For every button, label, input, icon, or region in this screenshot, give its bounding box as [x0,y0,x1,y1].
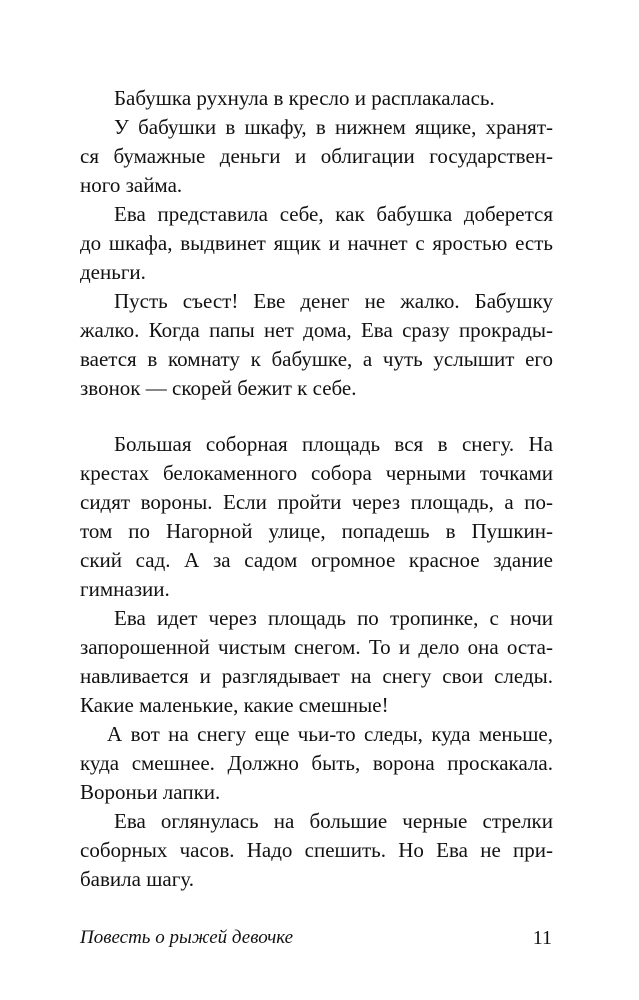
text-line: ного займа. [80,173,183,197]
running-footer-title: Повесть о рыжей девочке [80,927,294,948]
text-line: том по Нагорной улице, попадешь в Пушкин- [80,519,553,543]
text-line: гимназии. [80,577,170,601]
text-line: Ева идет через площадь по тропинке, с ночи [114,606,553,630]
text-line: запорошенной чистым снегом. То и дело она оста- [80,635,553,659]
text-line: Бабушка рухнула в кресло и расплакалась. [114,86,495,110]
text-section-bottom [80,430,553,894]
text-line: ся бумажные деньги и облигации государствен- [80,144,553,168]
text-line: куда смешнее. Должно быть, ворона проскакала. [80,751,553,775]
text-line: сидят вороны. Если пройти через площадь, а по- [80,490,553,514]
text-line: ский сад. А за садом огромное красное здание [80,548,553,572]
text-line: жалко. Когда папы нет дома, Ева сразу прокрады- [80,318,553,342]
text-line: крестах белокаменного собора черными точками [80,461,553,485]
text-line: Большая соборная площадь вся в снегу. На [114,432,553,456]
text-section-top [80,84,553,403]
text-line: У бабушки в шкафу, в нижнем ящике, хранят- [114,115,553,139]
text-line: соборных часов. Надо спешить. Но Ева не при- [80,838,553,862]
text-line: деньги. [80,260,146,284]
text-line: бавила шагу. [80,867,194,891]
text-line: Вороньи лапки. [80,780,221,804]
text-line: до шкафа, выдвинет ящик и начнет с яростью есть [80,231,553,255]
text-line: звонок — скорей бежит к себе. [80,376,357,400]
text-line: Пусть съест! Еве денег не жалко. Бабушку [114,289,553,313]
page-number: 11 [532,927,552,949]
text-line: А вот на снегу еще чьи-то следы, куда меньше, [107,722,553,746]
text-line: Ева представила себе, как бабушка доберется [114,202,553,226]
text-line: Ева оглянулась на большие черные стрелки [114,809,553,833]
text-line: вается в комнату к бабушке, а чуть услышит его [80,347,553,371]
text-line: Какие маленькие, какие смешные! [80,693,389,717]
text-line: навливается и разглядывает на снегу свои следы. [80,664,553,688]
